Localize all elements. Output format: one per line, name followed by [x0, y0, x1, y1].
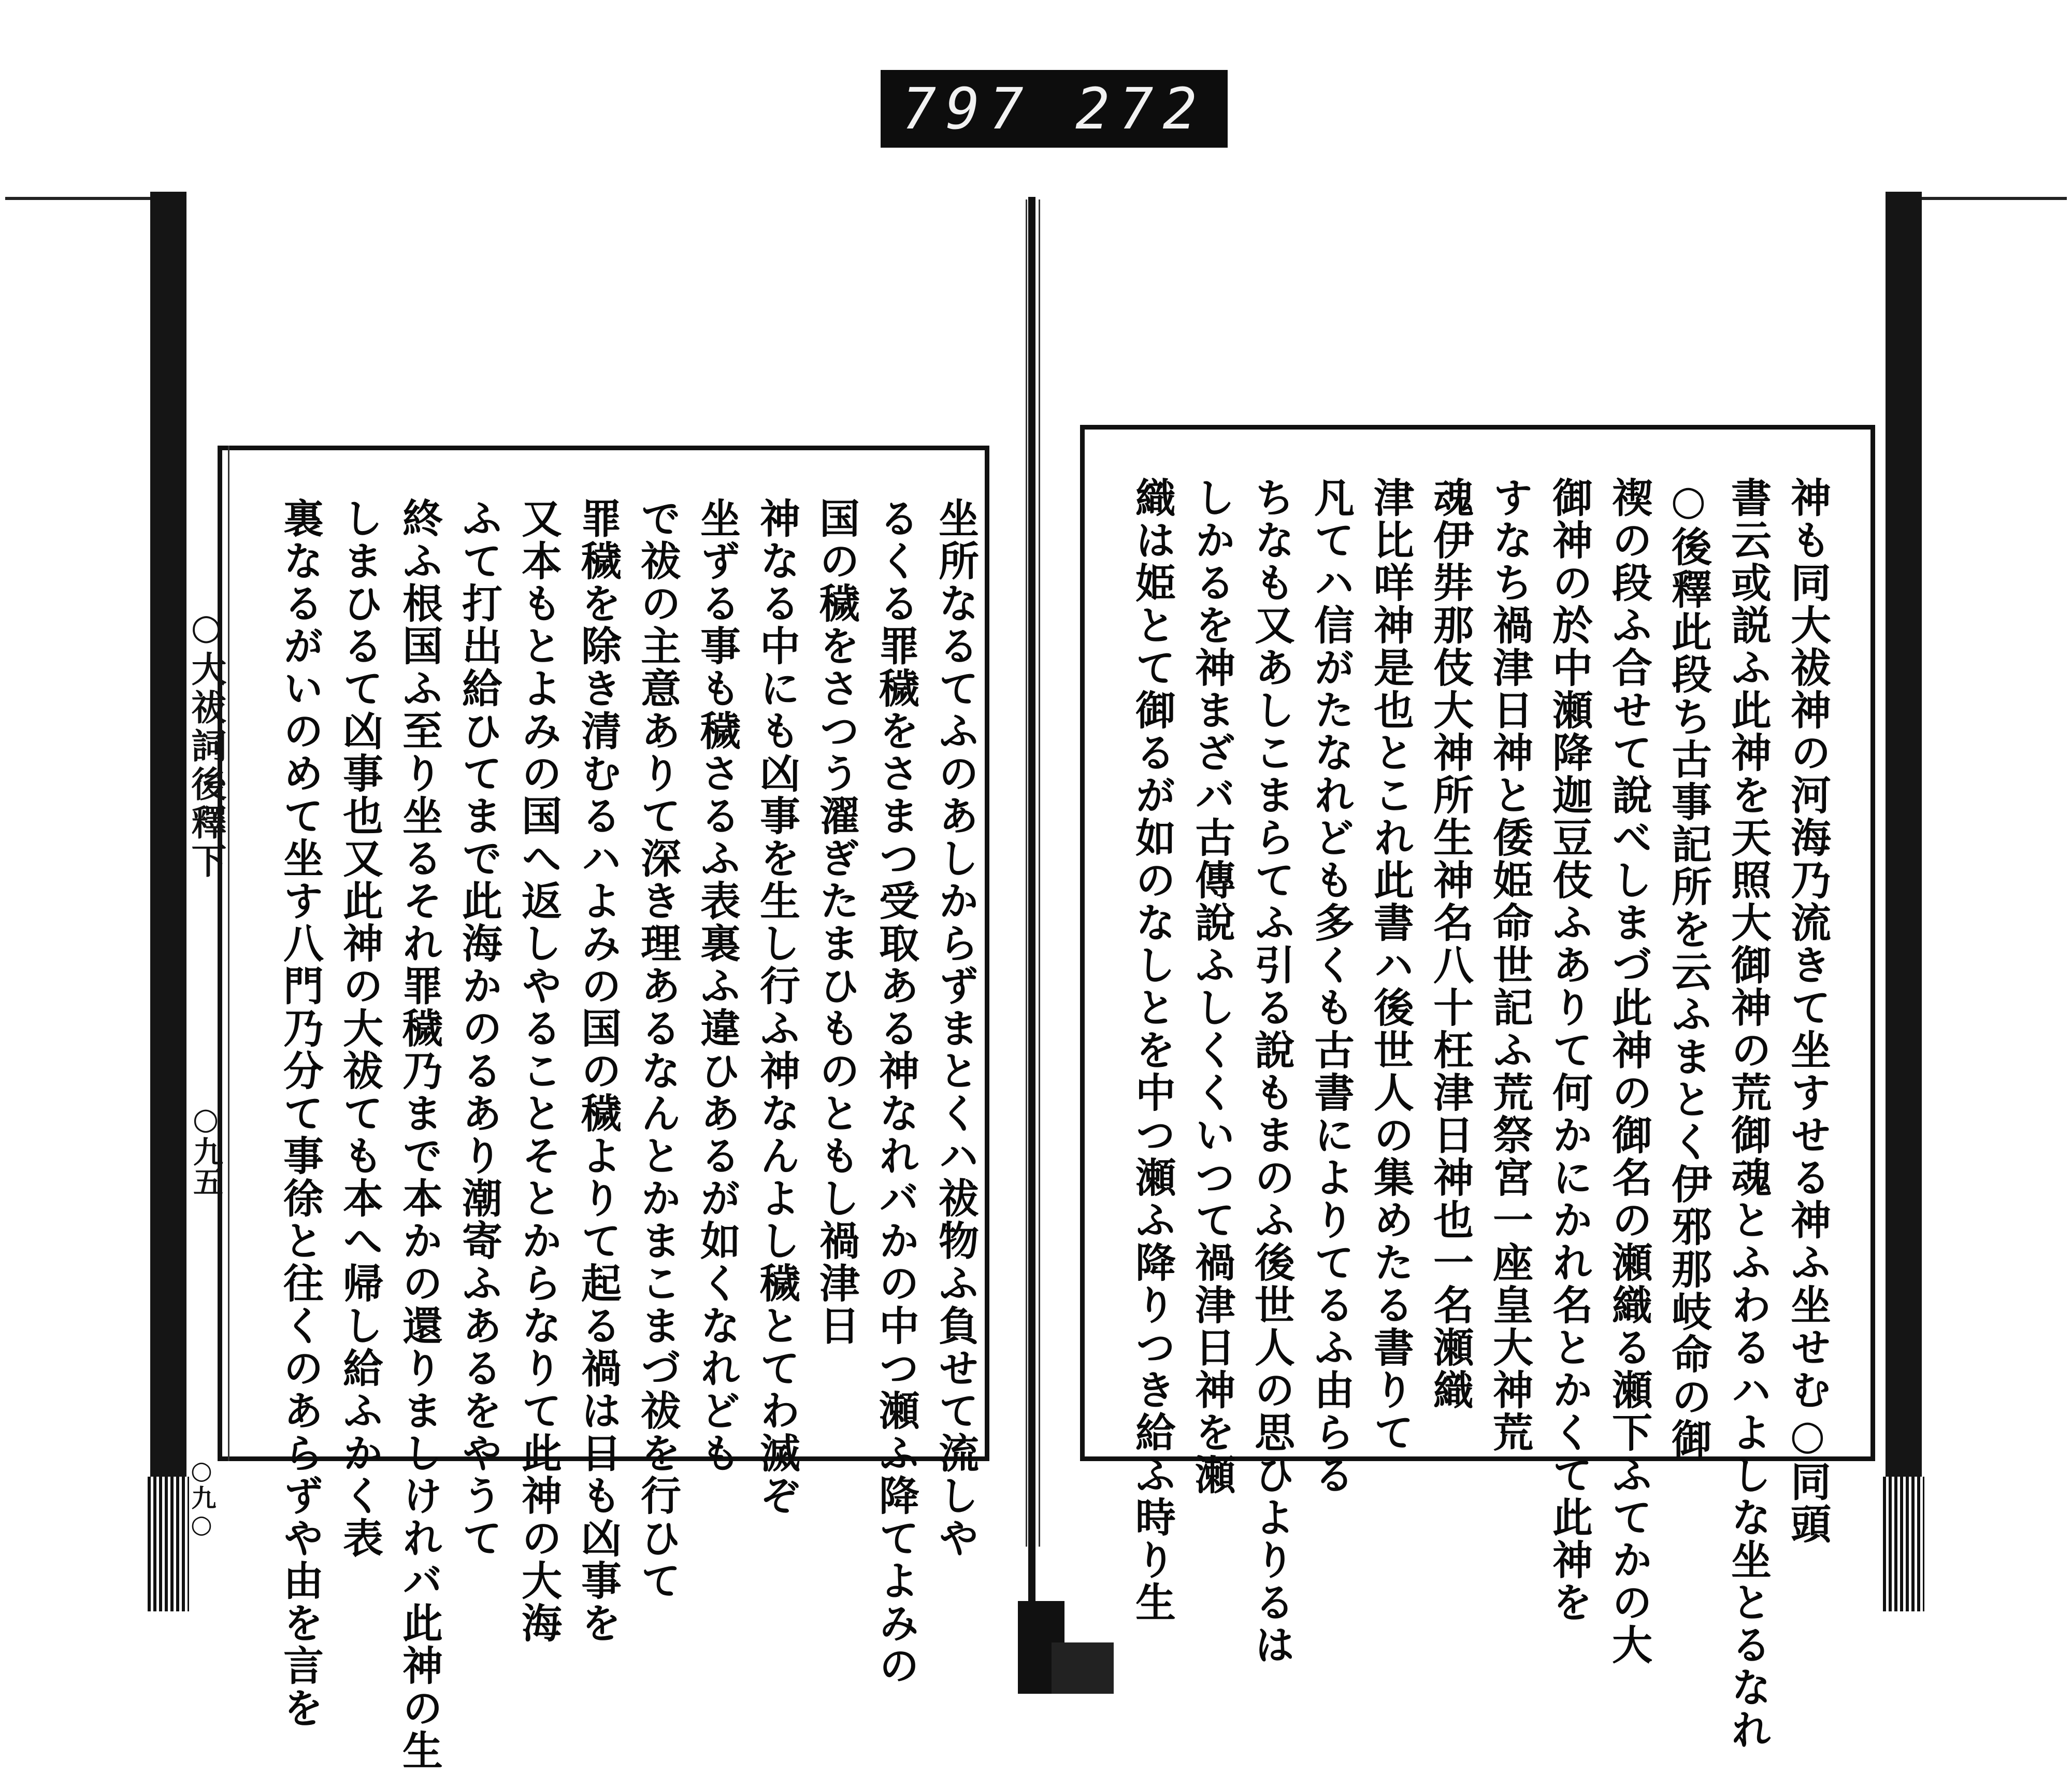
text-column: 魂伊弉那伎大神所生神名八十枉津日神也一名瀬織 [1427, 477, 1474, 1411]
running-title: ○大祓詞後釋下 [185, 606, 227, 881]
film-reel-label [881, 70, 1228, 148]
text-column: 書云或説ふ此神を天照大御神の荒御魂とふわるハよしな坐とるなれ [1724, 477, 1772, 1751]
text-column: 神なる中にも凶事を生し行ふ神なんよし穢とてわ滅ぞ [753, 497, 800, 1517]
frame-number: 272 [1075, 76, 1206, 142]
text-column: ちなも又あしこまらてふ引る說もまのふ後世人の思ひよりるは [1248, 477, 1295, 1666]
text-column: で祓の主意ありて深き理あるなんとかまこまづ祓を行ひて [634, 497, 681, 1602]
text-column: 裏なるがいのめて坐す八門乃分て事徐と往くのあらずや由を言を [277, 497, 324, 1730]
reel-number: 797 [902, 76, 1033, 142]
gutter-shadow-base [1052, 1642, 1114, 1694]
text-column: しかるを神まざバ古傳說ふしくくいつて禍津日神を瀬 [1188, 477, 1235, 1496]
text-column: 御神の於中瀬降迦豆伎ふありて何かにかれ名とかくて此神を [1546, 477, 1593, 1624]
text-column: 終ふ根国ふ至り坐るそれ罪穢乃まで本かの還りましけれバ此神の生 [396, 497, 443, 1772]
text-column: 津比咩神是也とこれ此書ハ後世人の集めたる書りて [1367, 477, 1414, 1454]
text-column: 坐ずる事も穢さるふ表裏ふ違ひあるが如くなれども [694, 497, 741, 1475]
text-column: 又本もとよみの国へ返しやることそとからなりて此神の大海 [515, 497, 562, 1645]
text-column: 坐所なるてふのあしからずまとくハ祓物ふ負せて流しや [932, 497, 979, 1560]
page-foot-mark: ○九○ [187, 1456, 216, 1539]
text-column: 禊の段ふ合せて說べしまづ此神の御名の瀬織る瀬下ふてかの大 [1605, 477, 1652, 1666]
text-column: すなち禍津日神と倭姫命世記ふ荒祭宮一座皇大神荒 [1486, 477, 1533, 1454]
text-column: 罪穢を除き清むるハよみの国の穢よりて起る禍は日も凶事を [574, 497, 622, 1645]
text-column: 国の穢をさつう濯ぎたまひものともし禍津日 [813, 497, 860, 1347]
right-cover-edge [1886, 192, 1922, 1539]
text-column: しまひるて凶事也又此神の大祓ても本へ帰し給ふかく表 [336, 497, 383, 1560]
text-column: ふて打出給ひてまで此海かのるあり潮寄ふあるをやうて [455, 497, 502, 1560]
text-column: 凡てハ信がたなれども多くも古書によりてるふ由らる [1307, 477, 1355, 1496]
text-column: 神も同大祓神の河海乃流きて坐すせる神ふ坐せむ○同頭 [1784, 477, 1831, 1546]
page-number: ○九五 [188, 1101, 223, 1196]
book-gutter [1028, 197, 1035, 1648]
text-column: ○後釋此段ち古事記所を云ふまとく伊邪那岐命の御 [1665, 477, 1712, 1461]
left-page-edges [148, 1477, 189, 1611]
text-column: 織は姫とて御るが如のなしとを中つ瀬ふ降りつき給ふ時り生 [1129, 477, 1176, 1624]
text-column: るくる罪穢をさまつ受取ある神なれバかの中つ瀬ふ降てよみの [872, 497, 919, 1687]
left-margin-rule [228, 446, 229, 1461]
right-page-edges [1883, 1477, 1924, 1611]
